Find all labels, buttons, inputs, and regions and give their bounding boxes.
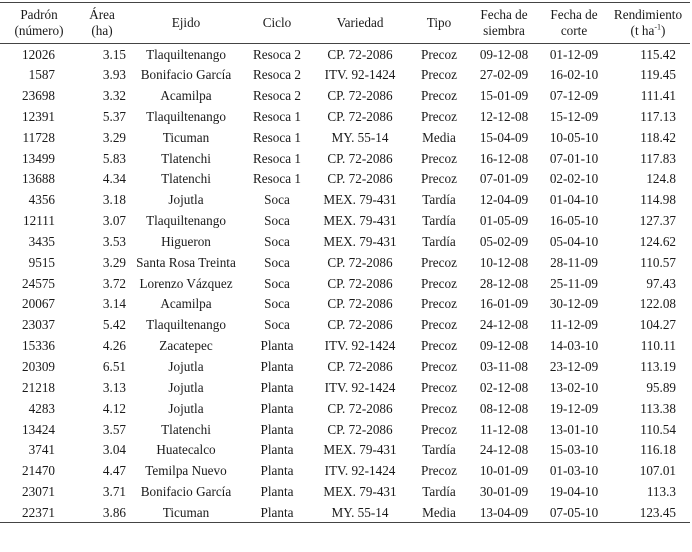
fecha-siembra-cell: 08-12-08 bbox=[479, 400, 529, 416]
tipo-cell: Precoz bbox=[421, 358, 457, 374]
padron-cell: 21470 bbox=[22, 463, 55, 479]
ejido-cell: Tlaquiltenango bbox=[146, 317, 226, 333]
area-cell: 6.51 bbox=[102, 358, 126, 374]
tipo-cell: Tardía bbox=[422, 192, 456, 208]
fecha-corte-cell: 28-11-09 bbox=[550, 254, 598, 270]
variedad-cell: CP. 72-2086 bbox=[327, 171, 393, 187]
rendimiento-cell: 110.11 bbox=[640, 338, 676, 354]
table-row bbox=[0, 189, 690, 210]
rendimiento-cell: 95.89 bbox=[646, 379, 676, 395]
variedad-cell: MEX. 79-431 bbox=[323, 192, 397, 208]
fecha-siembra-cell: 12-04-09 bbox=[479, 192, 529, 208]
fecha-corte-cell: 02-02-10 bbox=[549, 171, 599, 187]
fecha-siembra-cell: 16-12-08 bbox=[479, 150, 529, 166]
table-row bbox=[0, 44, 690, 65]
header-ejido: Ejido bbox=[126, 3, 246, 44]
ejido-cell: Tlatenchi bbox=[161, 171, 211, 187]
padron-cell: 4356 bbox=[28, 192, 55, 208]
fecha-siembra-cell: 11-12-08 bbox=[480, 421, 528, 437]
tipo-cell: Precoz bbox=[421, 275, 457, 291]
header-row bbox=[0, 3, 690, 44]
ciclo-cell: Planta bbox=[260, 442, 294, 458]
tipo-cell: Tardía bbox=[422, 233, 456, 249]
area-cell: 3.04 bbox=[102, 442, 126, 458]
variedad-cell: MEX. 79-431 bbox=[323, 233, 397, 249]
area-cell: 3.72 bbox=[102, 275, 126, 291]
ejido-cell: Acamilpa bbox=[160, 296, 212, 312]
variedad-cell: CP. 72-2086 bbox=[327, 46, 393, 62]
fecha-corte-cell: 19-12-09 bbox=[549, 400, 599, 416]
ciclo-cell: Planta bbox=[246, 502, 308, 523]
rendimiento-cell: 127.37 bbox=[639, 213, 676, 229]
ejido-cell: Bonifacio García bbox=[140, 484, 232, 500]
ejido-cell: Bonifacio García bbox=[140, 67, 232, 83]
area-cell: 5.83 bbox=[102, 150, 126, 166]
padron-cell: 11728 bbox=[22, 129, 55, 145]
ciclo-cell: Planta bbox=[260, 421, 294, 437]
ciclo-cell: Soca bbox=[264, 296, 290, 312]
tipo-cell: Precoz bbox=[421, 463, 457, 479]
fecha-siembra-cell: 02-12-08 bbox=[479, 379, 529, 395]
fecha-corte-cell: 01-04-10 bbox=[549, 192, 599, 208]
header-ciclo: Ciclo bbox=[246, 3, 308, 44]
header-rendimiento bbox=[606, 3, 690, 44]
variedad-cell: MEX. 79-431 bbox=[323, 484, 397, 500]
fecha-siembra-cell: 01-05-09 bbox=[479, 213, 529, 229]
ejido-cell: Jojutla bbox=[168, 192, 204, 208]
ciclo-cell: Resoca 1 bbox=[253, 129, 301, 145]
tipo-cell: Precoz bbox=[421, 108, 457, 124]
area-cell: 3.53 bbox=[102, 233, 126, 249]
fecha-siembra-cell: 30-01-09 bbox=[479, 484, 529, 500]
table-row bbox=[0, 106, 690, 127]
fecha-corte-cell: 01-12-09 bbox=[549, 46, 599, 62]
fecha-corte-cell: 19-04-10 bbox=[549, 484, 599, 500]
header-variedad: Variedad bbox=[308, 3, 412, 44]
area-cell: 3.57 bbox=[102, 421, 126, 437]
ejido-cell: Ticuman bbox=[162, 129, 210, 145]
header-area-line1: Área bbox=[89, 7, 115, 22]
padron-cell: 13499 bbox=[22, 150, 55, 166]
tipo-cell: Media bbox=[422, 129, 456, 145]
variedad-cell: ITV. 92-1424 bbox=[324, 67, 396, 83]
padron-cell: 21218 bbox=[22, 379, 55, 395]
fecha-corte-cell: 10-05-10 bbox=[549, 129, 599, 145]
table-row bbox=[0, 169, 690, 190]
ciclo-cell: Resoca 2 bbox=[253, 67, 301, 83]
fecha-corte-cell: 07-12-09 bbox=[549, 88, 599, 103]
header-fecha-siembra-line1: Fecha de bbox=[480, 7, 528, 22]
padron-cell: 4283 bbox=[28, 400, 55, 416]
ciclo-cell: Soca bbox=[264, 233, 290, 249]
ciclo-cell: Soca bbox=[264, 213, 290, 229]
fecha-siembra-cell: 10-01-09 bbox=[479, 463, 529, 479]
header-fecha-corte-line2: corte bbox=[560, 23, 588, 38]
area-cell: 3.18 bbox=[102, 192, 126, 208]
tipo-cell: Precoz bbox=[421, 338, 457, 354]
area-cell: 5.37 bbox=[102, 108, 126, 124]
fecha-siembra-cell: 16-01-09 bbox=[479, 296, 529, 312]
rendimiento-cell: 113.38 bbox=[640, 400, 676, 416]
rendimiento-cell: 117.83 bbox=[640, 150, 676, 166]
padron-cell: 3741 bbox=[28, 442, 55, 458]
variedad-cell: MY. 55-14 bbox=[331, 129, 389, 145]
table-row bbox=[0, 252, 690, 273]
variedad-cell: CP. 72-2086 bbox=[327, 358, 393, 374]
variedad-cell: CP. 72-2086 bbox=[327, 88, 393, 103]
ejido-cell: Ticuman bbox=[126, 502, 246, 523]
ejido-cell: Zacatepec bbox=[159, 338, 213, 354]
area-cell: 3.29 bbox=[102, 129, 126, 145]
fecha-siembra-cell: 15-04-09 bbox=[479, 129, 529, 145]
header-padron-line1: Padrón bbox=[20, 7, 58, 22]
table-row bbox=[0, 481, 690, 502]
area-cell: 5.42 bbox=[102, 317, 126, 333]
tipo-cell: Tardía bbox=[422, 442, 456, 458]
ciclo-cell: Resoca 2 bbox=[253, 88, 301, 103]
padron-cell: 12111 bbox=[23, 213, 55, 229]
padron-cell: 22371 bbox=[0, 502, 78, 523]
header-fecha-siembra-line2: siembra bbox=[483, 23, 525, 38]
rendimiento-cell: 114.98 bbox=[640, 192, 676, 208]
table-row bbox=[0, 294, 690, 315]
fecha-corte-cell: 07-01-10 bbox=[549, 150, 599, 166]
rendimiento-cell: 110.54 bbox=[640, 421, 676, 437]
area-cell: 3.71 bbox=[102, 484, 126, 500]
fecha-corte-cell: 13-02-10 bbox=[549, 379, 599, 395]
table-row bbox=[0, 127, 690, 148]
rendimiento-cell: 97.43 bbox=[646, 275, 676, 291]
variedad-cell: CP. 72-2086 bbox=[327, 296, 393, 312]
fecha-corte-cell: 05-04-10 bbox=[549, 233, 599, 249]
variedad-cell: CP. 72-2086 bbox=[327, 400, 393, 416]
fecha-siembra-cell: 24-12-08 bbox=[479, 317, 529, 333]
padron-cell: 23071 bbox=[22, 484, 55, 500]
area-cell: 4.34 bbox=[102, 171, 126, 187]
table-row bbox=[0, 502, 690, 523]
padron-cell: 3435 bbox=[28, 233, 55, 249]
fecha-siembra-cell: 05-02-09 bbox=[479, 233, 529, 249]
variedad-cell: MEX. 79-431 bbox=[323, 442, 397, 458]
fecha-corte-cell: 13-01-10 bbox=[549, 421, 599, 437]
tipo-cell: Precoz bbox=[421, 67, 457, 83]
ejido-cell: Higueron bbox=[161, 233, 211, 249]
area-cell: 3.14 bbox=[102, 296, 126, 312]
ciclo-cell: Soca bbox=[264, 317, 290, 333]
header-area-line2: (ha) bbox=[91, 23, 113, 38]
tipo-cell: Precoz bbox=[421, 150, 457, 166]
ejido-cell: Tlaquiltenango bbox=[146, 108, 226, 124]
ciclo-cell: Resoca 2 bbox=[253, 46, 301, 62]
table-row bbox=[0, 377, 690, 398]
rendimiento-cell: 118.42 bbox=[640, 129, 676, 145]
ejido-cell: Jojutla bbox=[168, 379, 204, 395]
ciclo-cell: Planta bbox=[260, 400, 294, 416]
fecha-corte-cell: 15-03-10 bbox=[549, 442, 599, 458]
table-body bbox=[0, 44, 690, 523]
variedad-cell: MY. 55-14 bbox=[308, 502, 412, 523]
ciclo-cell: Soca bbox=[264, 254, 290, 270]
table-row bbox=[0, 273, 690, 294]
area-cell: 3.86 bbox=[78, 502, 126, 523]
header-rendimiento-unit: (t ha bbox=[630, 23, 655, 38]
ejido-cell: Lorenzo Vázquez bbox=[139, 275, 233, 291]
ejido-cell: Temilpa Nuevo bbox=[145, 463, 227, 479]
fecha-corte-cell: 07-05-10 bbox=[542, 502, 606, 523]
padron-cell: 15336 bbox=[22, 338, 55, 354]
ejido-cell: Acamilpa bbox=[160, 88, 212, 103]
fecha-siembra-cell: 03-11-08 bbox=[480, 358, 528, 374]
fecha-siembra-cell: 07-01-09 bbox=[479, 171, 529, 187]
rendimiento-cell: 116.18 bbox=[640, 442, 676, 458]
rendimiento-cell: 119.45 bbox=[640, 67, 676, 83]
rendimiento-cell: 115.42 bbox=[640, 46, 676, 62]
fecha-corte-cell: 16-05-10 bbox=[549, 213, 599, 229]
fecha-corte-cell: 16-02-10 bbox=[549, 67, 599, 83]
area-cell: 3.13 bbox=[102, 379, 126, 395]
area-cell: 4.12 bbox=[102, 400, 126, 416]
area-cell: 3.93 bbox=[102, 67, 126, 83]
fecha-siembra-cell: 10-12-08 bbox=[479, 254, 529, 270]
table-row bbox=[0, 460, 690, 481]
table-row bbox=[0, 148, 690, 169]
table-row bbox=[0, 419, 690, 440]
variedad-cell: ITV. 92-1424 bbox=[324, 463, 396, 479]
rendimiento-cell: 117.13 bbox=[640, 108, 676, 124]
tipo-cell: Precoz bbox=[421, 46, 457, 62]
table-row bbox=[0, 356, 690, 377]
header-rendimiento-exponent: -1 bbox=[654, 22, 662, 32]
tipo-cell: Precoz bbox=[421, 379, 457, 395]
header-rendimiento-close: ) bbox=[661, 23, 666, 38]
ciclo-cell: Soca bbox=[264, 275, 290, 291]
rendimiento-cell: 107.01 bbox=[639, 463, 676, 479]
variedad-cell: CP. 72-2086 bbox=[327, 150, 393, 166]
variedad-cell: CP. 72-2086 bbox=[327, 275, 393, 291]
padron-cell: 13688 bbox=[22, 171, 55, 187]
ejido-cell: Jojutla bbox=[168, 400, 204, 416]
fecha-corte-cell: 14-03-10 bbox=[549, 338, 599, 354]
sugarcane-yield-table bbox=[0, 2, 690, 523]
variedad-cell: ITV. 92-1424 bbox=[324, 379, 396, 395]
ejido-cell: Huatecalco bbox=[156, 442, 216, 458]
area-cell: 3.15 bbox=[102, 46, 126, 62]
table-row bbox=[0, 210, 690, 231]
variedad-cell: ITV. 92-1424 bbox=[324, 338, 396, 354]
padron-cell: 20067 bbox=[22, 296, 55, 312]
padron-cell: 1587 bbox=[28, 67, 55, 83]
header-padron-line2: (número) bbox=[14, 23, 64, 38]
header-padron bbox=[0, 3, 78, 44]
ciclo-cell: Resoca 1 bbox=[253, 150, 301, 166]
tipo-cell: Tardía bbox=[422, 484, 456, 500]
table-row bbox=[0, 335, 690, 356]
fecha-corte-cell: 30-12-09 bbox=[549, 296, 599, 312]
tipo-cell: Tardía bbox=[422, 213, 456, 229]
fecha-siembra-cell: 28-12-08 bbox=[479, 275, 529, 291]
variedad-cell: CP. 72-2086 bbox=[327, 254, 393, 270]
padron-cell: 23698 bbox=[22, 88, 55, 103]
fecha-corte-cell: 15-12-09 bbox=[549, 108, 599, 124]
rendimiento-cell: 111.41 bbox=[640, 88, 676, 103]
fecha-siembra-cell: 09-12-08 bbox=[479, 46, 529, 62]
variedad-cell: CP. 72-2086 bbox=[327, 421, 393, 437]
tipo-cell: Precoz bbox=[421, 88, 457, 103]
rendimiento-cell: 113.19 bbox=[640, 358, 676, 374]
padron-cell: 9515 bbox=[28, 254, 55, 270]
header-fecha-corte-line1: Fecha de bbox=[550, 7, 598, 22]
table-row bbox=[0, 398, 690, 419]
rendimiento-cell: 104.27 bbox=[639, 317, 676, 333]
area-cell: 3.32 bbox=[102, 88, 126, 103]
tipo-cell: Precoz bbox=[421, 171, 457, 187]
rendimiento-cell: 124.62 bbox=[639, 233, 676, 249]
ejido-cell: Tlaquiltenango bbox=[146, 213, 226, 229]
tipo-cell: Precoz bbox=[421, 296, 457, 312]
area-cell: 3.07 bbox=[102, 213, 126, 229]
rendimiento-cell: 124.8 bbox=[646, 171, 676, 187]
header-tipo: Tipo bbox=[412, 3, 466, 44]
padron-cell: 24575 bbox=[22, 275, 55, 291]
ciclo-cell: Planta bbox=[260, 338, 294, 354]
fecha-siembra-cell: 15-01-09 bbox=[479, 88, 529, 103]
fecha-siembra-cell: 13-04-09 bbox=[466, 502, 542, 523]
header-area bbox=[78, 3, 126, 44]
ciclo-cell: Planta bbox=[260, 463, 294, 479]
tipo-cell: Precoz bbox=[421, 400, 457, 416]
rendimiento-cell: 113.3 bbox=[646, 484, 676, 500]
ejido-cell: Tlatenchi bbox=[161, 150, 211, 166]
rendimiento-cell: 123.45 bbox=[606, 502, 690, 523]
area-cell: 4.47 bbox=[102, 463, 126, 479]
padron-cell: 23037 bbox=[22, 317, 55, 333]
padron-cell: 13424 bbox=[22, 421, 55, 437]
variedad-cell: CP. 72-2086 bbox=[327, 317, 393, 333]
padron-cell: 12391 bbox=[22, 108, 55, 124]
ciclo-cell: Resoca 1 bbox=[253, 171, 301, 187]
variedad-cell: MEX. 79-431 bbox=[323, 213, 397, 229]
ciclo-cell: Planta bbox=[260, 358, 294, 374]
ciclo-cell: Resoca 1 bbox=[253, 108, 301, 124]
variedad-cell: CP. 72-2086 bbox=[327, 108, 393, 124]
fecha-corte-cell: 25-11-09 bbox=[550, 275, 598, 291]
tipo-cell: Precoz bbox=[421, 254, 457, 270]
table-header bbox=[0, 3, 690, 44]
rendimiento-cell: 110.57 bbox=[640, 254, 676, 270]
ciclo-cell: Planta bbox=[260, 484, 294, 500]
fecha-siembra-cell: 09-12-08 bbox=[479, 338, 529, 354]
fecha-siembra-cell: 12-12-08 bbox=[479, 108, 529, 124]
table-row bbox=[0, 64, 690, 85]
fecha-siembra-cell: 27-02-09 bbox=[479, 67, 529, 83]
tipo-cell: Precoz bbox=[421, 421, 457, 437]
fecha-corte-cell: 23-12-09 bbox=[549, 358, 599, 374]
padron-cell: 20309 bbox=[22, 358, 55, 374]
header-fecha-corte bbox=[542, 3, 606, 44]
ciclo-cell: Soca bbox=[264, 192, 290, 208]
area-cell: 3.29 bbox=[102, 254, 126, 270]
table-row bbox=[0, 231, 690, 252]
table-row bbox=[0, 85, 690, 106]
ciclo-cell: Planta bbox=[260, 379, 294, 395]
table-row bbox=[0, 314, 690, 335]
header-fecha-siembra bbox=[466, 3, 542, 44]
ejido-cell: Santa Rosa Treinta bbox=[136, 254, 236, 270]
padron-cell: 12026 bbox=[22, 46, 55, 62]
fecha-siembra-cell: 24-12-08 bbox=[479, 442, 529, 458]
tipo-cell: Precoz bbox=[421, 317, 457, 333]
area-cell: 4.26 bbox=[102, 338, 126, 354]
fecha-corte-cell: 01-03-10 bbox=[549, 463, 599, 479]
ejido-cell: Jojutla bbox=[168, 358, 204, 374]
header-rendimiento-line1: Rendimiento bbox=[613, 7, 683, 22]
ejido-cell: Tlaquiltenango bbox=[146, 46, 226, 62]
table-row bbox=[0, 440, 690, 461]
tipo-cell: Media bbox=[412, 502, 466, 523]
fecha-corte-cell: 11-12-09 bbox=[550, 317, 598, 333]
ejido-cell: Tlatenchi bbox=[161, 421, 211, 437]
rendimiento-cell: 122.08 bbox=[639, 296, 676, 312]
